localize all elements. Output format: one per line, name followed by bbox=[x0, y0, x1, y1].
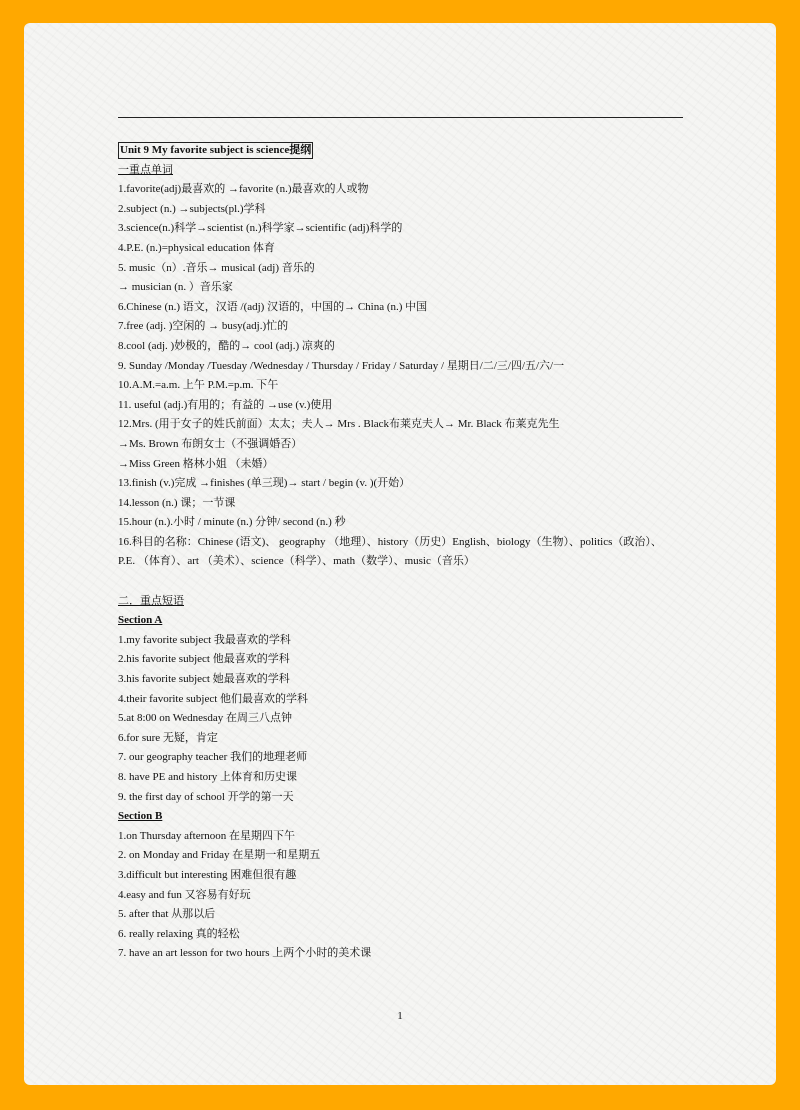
phrase-item: 7. our geography teacher 我们的地理老师 bbox=[118, 751, 308, 764]
word-entry: 5. music（n）.音乐→ musical (adj) 音乐的 bbox=[118, 261, 315, 274]
phrase-item: 3.his favorite subject 她最喜欢的学科 bbox=[118, 673, 290, 686]
section-a-list bbox=[118, 631, 698, 807]
word-entry: 2.subject (n.) →subjects(pl.)学科 bbox=[118, 202, 266, 215]
word-entry: 12.Mrs. (用于女子的姓氏前面）太太；夫人→ Mrs . Black布莱克夫人→ Mr. Black 布莱克先生 bbox=[118, 418, 560, 431]
word-entry: 6.Chinese (n.) 语文，汉语 /(adj) 汉语的，中国的→ China (n.) 中国 bbox=[118, 300, 428, 313]
word-entry: 4.P.E. (n.)=physical education 体育 bbox=[118, 241, 275, 254]
word-entry: → musician (n. ）音乐家 bbox=[118, 281, 233, 294]
word-list bbox=[118, 180, 698, 572]
phrase-item: 5.at 8:00 on Wednesday 在周三八点钟 bbox=[118, 712, 292, 725]
word-entry: 11. useful (adj.)有用的；有益的 →use (v.)使用 bbox=[118, 398, 333, 411]
word-entry: P.E. （体育）、art （美术）、science（科学）、math（数学）、music（音乐） bbox=[118, 555, 475, 568]
word-entry: 15.hour (n.).小时 / minute (n.) 分钟/ second (n.) 秒 bbox=[118, 516, 346, 529]
section-heading-phrases: 二．重点短语 bbox=[118, 594, 184, 607]
word-entry: 13.finish (v.)完成 →finishes (单三现)→ start / begin (v. )(开始） bbox=[118, 477, 411, 490]
word-entry: 1.favorite(adj)最喜欢的 →favorite (n.)最喜欢的人或物 bbox=[118, 183, 369, 196]
phrase-item: 9. the first day of school 开学的第一天 bbox=[118, 790, 294, 803]
phrase-item: 7. have an art lesson for two hours 上两个小时的美术课 bbox=[118, 947, 372, 960]
section-b-label: Section B bbox=[118, 810, 163, 823]
word-entry: 3.science(n.)科学→scientist (n.)科学家→scientific (adj)科学的 bbox=[118, 222, 403, 235]
document-body bbox=[118, 141, 698, 964]
page-number: 1 bbox=[397, 1010, 403, 1022]
phrase-item: 5. after that 从那以后 bbox=[118, 908, 216, 921]
spacer bbox=[118, 572, 698, 592]
word-entry: 16.科目的名称：Chinese (语文)、 geography （地理）、history（历史）English、biology（生物）、politics（政治）、 bbox=[118, 535, 662, 548]
phrase-item: 4.their favorite subject 他们最喜欢的学科 bbox=[118, 692, 309, 705]
phrase-item: 3.difficult but interesting 困难但很有趣 bbox=[118, 868, 297, 881]
section-a-label: Section A bbox=[118, 614, 163, 627]
section-heading-words: 一重点单词 bbox=[118, 163, 173, 176]
phrase-item: 4.easy and fun 又容易有好玩 bbox=[118, 888, 251, 901]
document-title: Unit 9 My favorite subject is science提纲 bbox=[118, 142, 313, 159]
phrase-item: 2. on Monday and Friday 在星期一和星期五 bbox=[118, 849, 321, 862]
word-entry: 10.A.M.=a.m. 上午 P.M.=p.m. 下午 bbox=[118, 379, 279, 392]
phrase-item: 8. have PE and history 上体育和历史课 bbox=[118, 771, 298, 783]
word-entry: 7.free (adj. )空闲的 → busy(adj.)忙的 bbox=[118, 320, 289, 333]
phrase-item: 6. really relaxing 真的轻松 bbox=[118, 927, 240, 940]
phrase-item: 1.my favorite subject 我最喜欢的学科 bbox=[118, 633, 291, 646]
word-entry: →Miss Green 格林小姐 （未婚） bbox=[118, 457, 274, 470]
word-entry: →Ms. Brown 布朗女士（不强调婚否） bbox=[118, 437, 303, 450]
section-b-list bbox=[118, 827, 698, 964]
phrase-item: 2.his favorite subject 他最喜欢的学科 bbox=[118, 653, 290, 666]
phrase-item: 6.for sure 无疑，肯定 bbox=[118, 731, 218, 744]
word-entry: 8.cool (adj. )妙极的，酷的→ cool (adj.) 凉爽的 bbox=[118, 339, 335, 352]
phrase-item: 1.on Thursday afternoon 在星期四下午 bbox=[118, 829, 295, 842]
word-entry: 9. Sunday /Monday /Tuesday /Wednesday / Thursday / Friday / Saturday / 星期日/二/三/四/五/六/一 bbox=[118, 359, 565, 372]
word-entry: 14.lesson (n.) 课；一节课 bbox=[118, 496, 236, 509]
header-rule bbox=[118, 117, 683, 118]
